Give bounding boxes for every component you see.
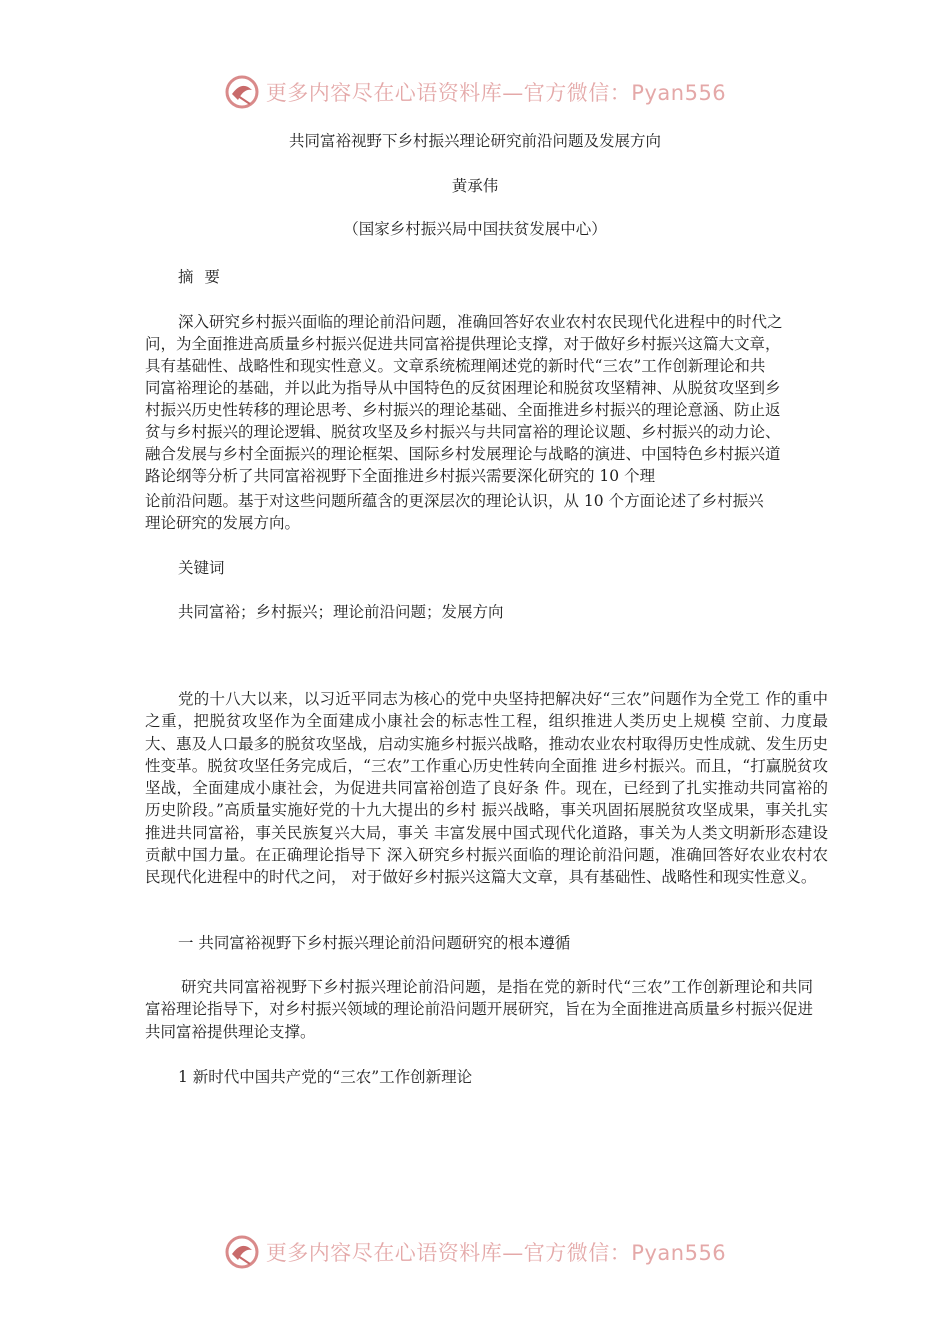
- watermark-footer: [0, 1232, 950, 1272]
- abstract-line: 理论研究的发展方向。: [145, 514, 301, 532]
- watermark-logo-icon: [224, 74, 260, 110]
- watermark-logo-icon: [224, 1234, 260, 1270]
- watermark-header: [0, 72, 950, 112]
- keywords-heading: 关键词: [178, 559, 225, 577]
- abstract-line: 贫与乡村振兴的理论逻辑、脱贫攻坚及乡村振兴与共同富裕的理论议题、乡村振兴的动力论、: [145, 423, 781, 441]
- abstract-line: 同富裕理论的基础，并以此为指导从中国特色的反贫困理论和脱贫攻坚精神、从脱贫攻坚到乡: [145, 379, 781, 397]
- document-affiliation: （国家乡村振兴局中国扶贫发展中心）: [343, 220, 607, 238]
- abstract-line: 具有基础性、战略性和现实性意义。文章系统梳理阐述党的新时代“三农”工作创新理论和共: [145, 357, 766, 375]
- abstract-heading: 摘 要: [178, 268, 223, 286]
- abstract-line: 深入研究乡村振兴面临的理论前沿问题，准确回答好农业农村农民现代化进程中的时代之: [178, 313, 783, 331]
- document-title: 共同富裕视野下乡村振兴理论研究前沿问题及发展方向: [288, 132, 661, 150]
- watermark-text: 更多内容尽在心语资料库—官方微信：Pyan556: [265, 81, 727, 105]
- subsection-heading: 1 新时代中国共产党的“三农”工作创新理论: [178, 1068, 473, 1086]
- abstract-line: 融合发展与乡村全面振兴的理论框架、国际乡村发展理论与战略的演进、中国特色乡村振兴道: [145, 445, 781, 463]
- abstract-line: 论前沿问题。基于对这些问题所蕴含的更深层次的理论认识，从 10 个方面论述了乡村振兴: [145, 492, 764, 510]
- abstract-line: 路论纲等分析了共同富裕视野下全面推进乡村振兴需要深化研究的 10 个理: [145, 467, 656, 485]
- document-author: 黄承伟: [451, 177, 499, 195]
- intro-paragraph: 党的十八大以来，以习近平同志为核心的党中央坚持把解决好“三农”问题作为全党工 作的重中之重，把脱贫攻坚作为全面建成小康社会的标志性工程，组织推进人类历史上规模 空前、力度最大、惠及人口最多的脱贫攻坚战，启动实施乡村振兴战略，推动农业农村取得历史性成就、发生历史性变革。脱贫攻坚任务完成后，“三农”工作重心历史性转向全面推 进乡村振兴。而且，“打赢脱贫攻坚战，全面建成小康社会，为促进共同富裕创造了良好条 件。现在，已经到了扎实推动共同富裕的历史阶段。”高质量实施好党的十九大提出的乡村 振兴战略，事关巩固拓展脱贫攻坚成果，事关扎实推进共同富裕，事关民族复兴大局，事关 丰富发展中国式现代化道路，事关为人类文明新形态建设贡献中国力量。在正确理论指导下 深入研究乡村振兴面临的理论前沿问题，准确回答好农业农村农民现代化进程中的时代之问， 对于做好乡村振兴这篇大文章，具有基础性、战略性和现实性意义。: [145, 690, 828, 887]
- section-paragraph: 研究共同富裕视野下乡村振兴理论前沿问题，是指在党的新时代“三农”工作创新理论和共同富裕理论指导下，对乡村振兴领域的理论前沿问题开展研究，旨在为全面推进高质量乡村振兴促进共同富裕提供理论支撑。: [145, 978, 813, 1041]
- abstract-line: 问，为全面推进高质量乡村振兴促进共同富裕提供理论支撑，对于做好乡村振兴这篇大文章，: [145, 335, 781, 353]
- abstract-line: 村振兴历史性转移的理论思考、乡村振兴的理论基础、全面推进乡村振兴的理论意涵、防止返: [145, 401, 781, 419]
- watermark-text: 更多内容尽在心语资料库—官方微信：Pyan556: [265, 1241, 727, 1265]
- keywords-text: 共同富裕；乡村振兴；理论前沿问题；发展方向: [178, 603, 504, 621]
- section-heading: 一 共同富裕视野下乡村振兴理论前沿问题研究的根本遵循: [178, 934, 571, 952]
